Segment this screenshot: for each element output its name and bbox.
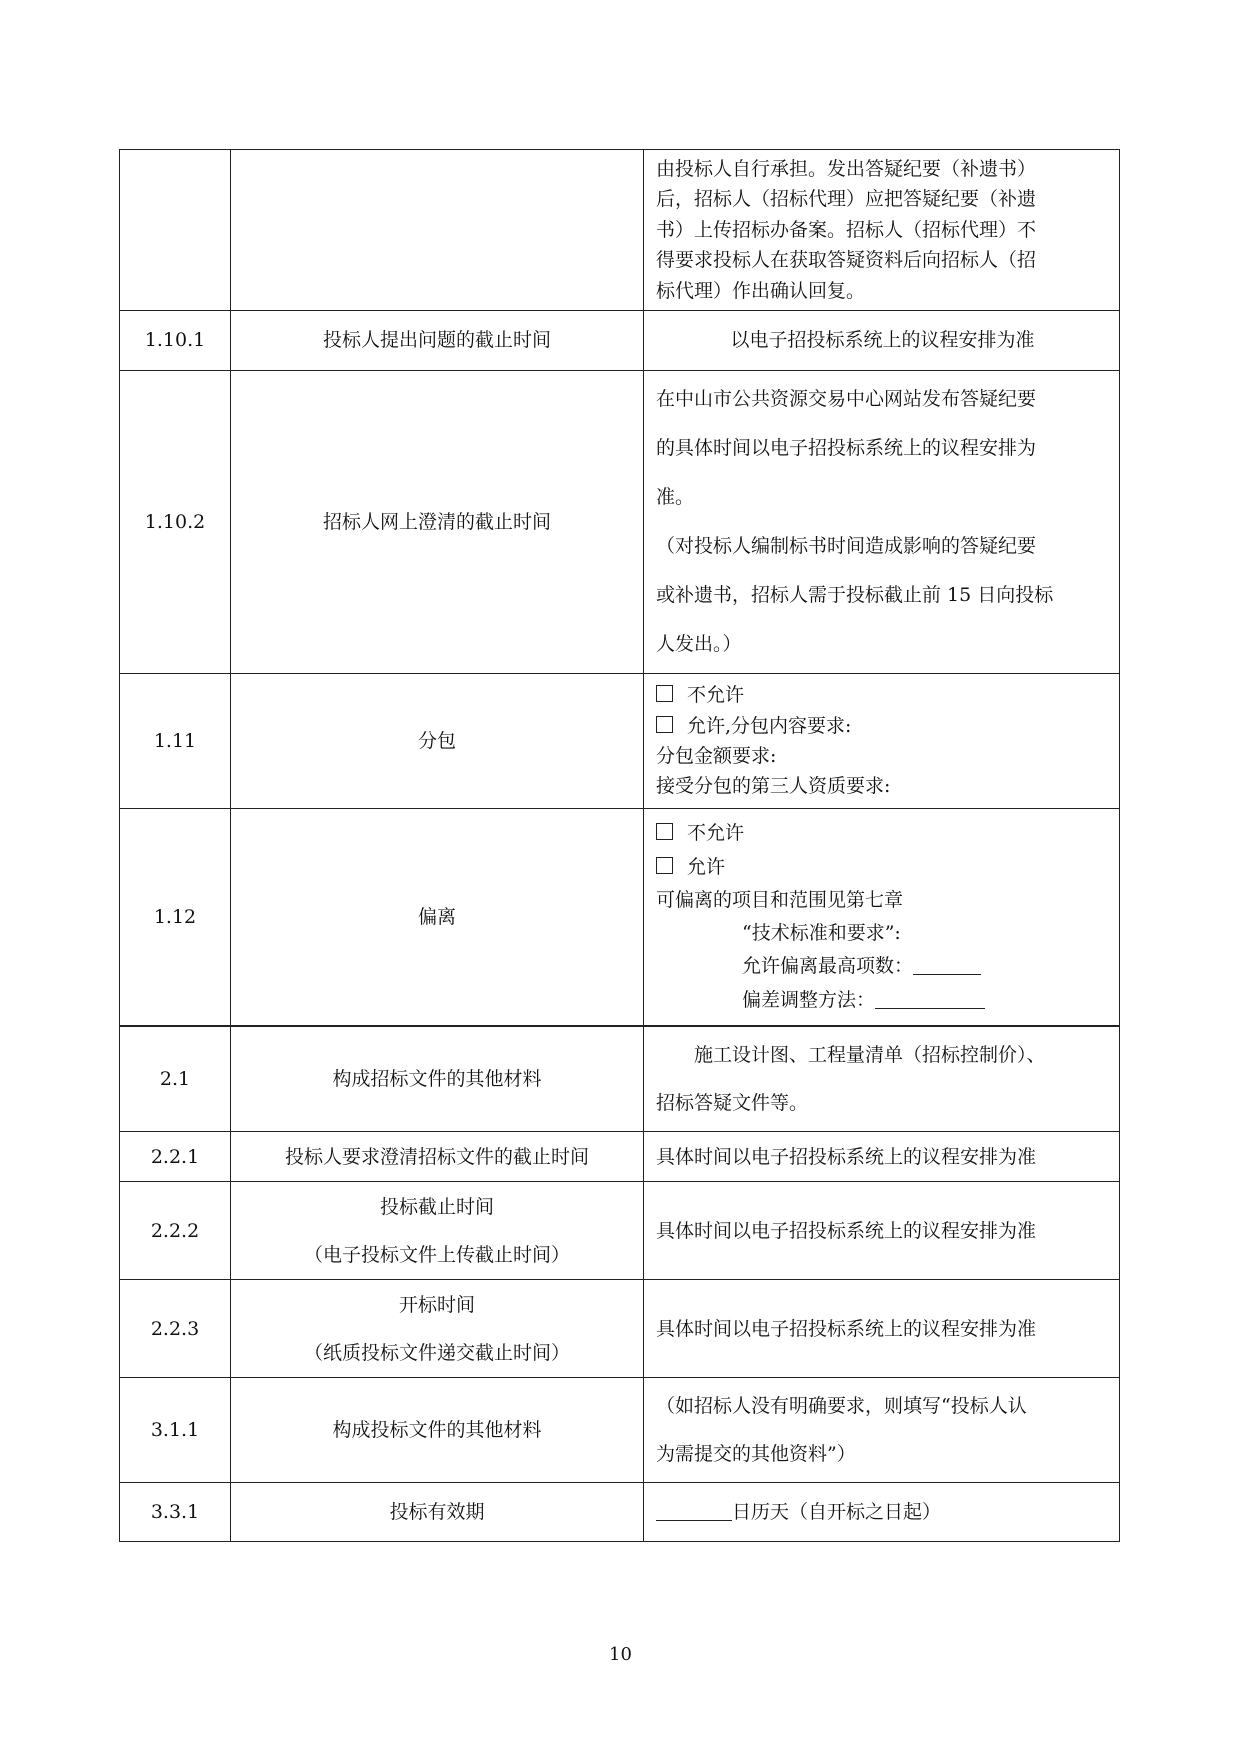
item-name-cell: 构成招标文件的其他材料 [231,1026,644,1132]
table-row [120,1280,1120,1378]
clause-number-cell: 3.3.1 [120,1483,231,1542]
blank-field [656,1504,732,1521]
option-allowed: 允许,分包内容要求: [656,711,1109,741]
item-name-cell: 投标人提出问题的截止时间 [231,310,644,370]
clause-number-cell: 2.2.3 [120,1280,231,1378]
checkbox-icon [656,857,673,874]
blank-field [875,992,985,1009]
option-allowed: 允许 [656,851,1109,884]
clause-number-cell: 1.12 [120,808,231,1026]
item-name-cell [231,150,644,311]
content-cell: 不允许 允许 可偏离的项目和范围见第七章 “技术标准和要求”: 允许偏离最高项数： 偏差调整方法： [644,808,1120,1026]
content-cell: 不允许 允许,分包内容要求: 分包金额要求: 接受分包的第三人资质要求: [644,673,1120,808]
adjust-method-line: 偏差调整方法： [656,984,1109,1017]
content-cell: 以电子招投标系统上的议程安排为准 [644,310,1120,370]
item-name-cell: 构成投标文件的其他材料 [231,1378,644,1483]
content-cell: 日历天（自开标之日起） [644,1483,1120,1542]
table-row [120,1132,1120,1182]
page-number: 10 [609,1644,632,1665]
item-name-cell: 招标人网上澄清的截止时间 [231,370,644,673]
table-row [120,1378,1120,1483]
checkbox-icon [656,685,673,702]
table-row [120,1182,1120,1280]
clause-number-cell: 1.10.2 [120,370,231,673]
checkbox-icon [656,823,673,840]
tender-data-table [119,149,1120,1542]
content-cell: （如招标人没有明确要求，则填写“投标人认 为需提交的其他资料”） [644,1378,1120,1483]
table-row [120,808,1120,1026]
table-row [120,370,1120,673]
item-name-cell: 分包 [231,673,644,808]
content-cell: 施工设计图、工程量清单（招标控制价）、 招标答疑文件等。 [644,1026,1120,1132]
content-cell: 在中山市公共资源交易中心网站发布答疑纪要 的具体时间以电子招投标系统上的议程安排为 准。 （对投标人编制标书时间造成影响的答疑纪要 或补遗书，招标人需于投标截止前 15 日向投标 人发出。） [644,370,1120,673]
clause-number-cell: 1.10.1 [120,310,231,370]
clause-number-cell: 2.1 [120,1026,231,1132]
blank-field [913,958,981,975]
item-name-cell: 开标时间 （纸质投标文件递交截止时间） [231,1280,644,1378]
item-name-cell: 投标有效期 [231,1483,644,1542]
clause-number-cell: 2.2.1 [120,1132,231,1182]
content-cell: 具体时间以电子招投标系统上的议程安排为准 [644,1182,1120,1280]
table-row [120,310,1120,370]
content-cell: 由投标人自行承担。发出答疑纪要（补遗书） 后，招标人（招标代理）应把答疑纪要（补遗 书）上传招标办备案。招标人（招标代理）不 得要求投标人在获取答疑资料后向招标人（招 标代理）作出确认回复。 [644,150,1120,311]
clause-number-cell [120,150,231,311]
max-deviation-line: 允许偏离最高项数： [656,950,1109,983]
content-cell: 具体时间以电子招投标系统上的议程安排为准 [644,1280,1120,1378]
item-name-cell: 偏离 [231,808,644,1026]
clause-number-cell: 2.2.2 [120,1182,231,1280]
table-row [120,150,1120,311]
item-name-cell: 投标截止时间 （电子投标文件上传截止时间） [231,1182,644,1280]
table-row [120,673,1120,808]
checkbox-icon [656,716,673,733]
table-row [120,1026,1120,1132]
table-row [120,1483,1120,1542]
clause-number-cell: 3.1.1 [120,1378,231,1483]
content-cell: 具体时间以电子招投标系统上的议程安排为准 [644,1132,1120,1182]
option-not-allowed: 不允许 [656,680,1109,710]
option-not-allowed: 不允许 [656,817,1109,850]
clause-number-cell: 1.11 [120,673,231,808]
item-name-cell: 投标人要求澄清招标文件的截止时间 [231,1132,644,1182]
